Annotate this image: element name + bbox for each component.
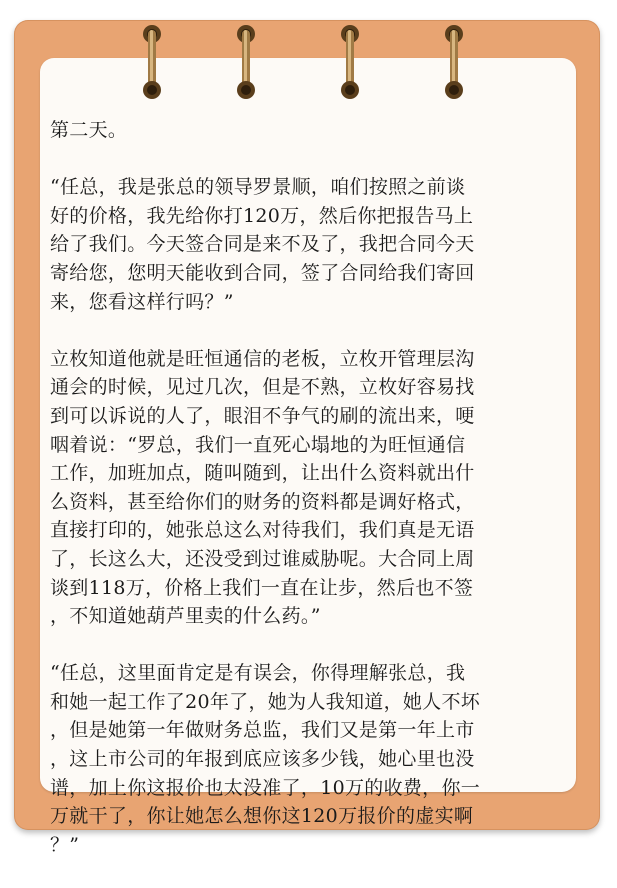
binder-ring-icon: [233, 20, 259, 104]
paragraph-limei-reply: 立枚知道他就是旺恒通信的老板，立枚开管理层沟 通会的时候，见过几次，但是不熟，立枚好容易找 到可以诉说的人了，眼泪不争气的刷的流出来，哽 咽着说：“罗总，我们一直死心塌地的为旺恒通信 工作，加班加点，随叫随到，让出什么资料就出什 么资料，甚至给你们的财务的资料都是调好格式， 直接打印的，她张总这么对待我们，我们真是无语 了，长这么大，还没受到过谁威胁呢。大合同上周 谈到118万，价格上我们一直在让步，然后也不签 ，不知道她葫芦里卖的什么药。”: [50, 347, 475, 628]
binder-ring-icon: [441, 20, 467, 104]
notebook-paper: [40, 58, 576, 856]
story-text: [50, 116, 572, 888]
binder-ring-icon: [337, 20, 363, 104]
paragraph-luo-explain: “任总，这里面肯定是有误会，你得理解张总，我 和她一起工作了20年了，她为人我知道，她人不坏 ，但是她第一年做财务总监，我们又是第一年上市 ，这上市公司的年报到底应该多少钱，她心里也没 谱，加上你这报价也太没准了，10万的收费，你一 万就干了，你让她怎么想你这120万报价的虚实啊 ？”: [50, 662, 481, 856]
paragraph-luo-call: “任总，我是张总的领导罗景顺，咱们按照之前谈 好的价格，我先给你打120万，然后你把报告马上 给了我们。今天签合同是来不及了，我把合同今天 寄给您，您明天能收到合同，签了合同给我们寄回 来，您看这样行吗？”: [50, 176, 475, 313]
binder-ring-icon: [139, 20, 165, 104]
paragraph-day: 第二天。: [50, 119, 128, 141]
